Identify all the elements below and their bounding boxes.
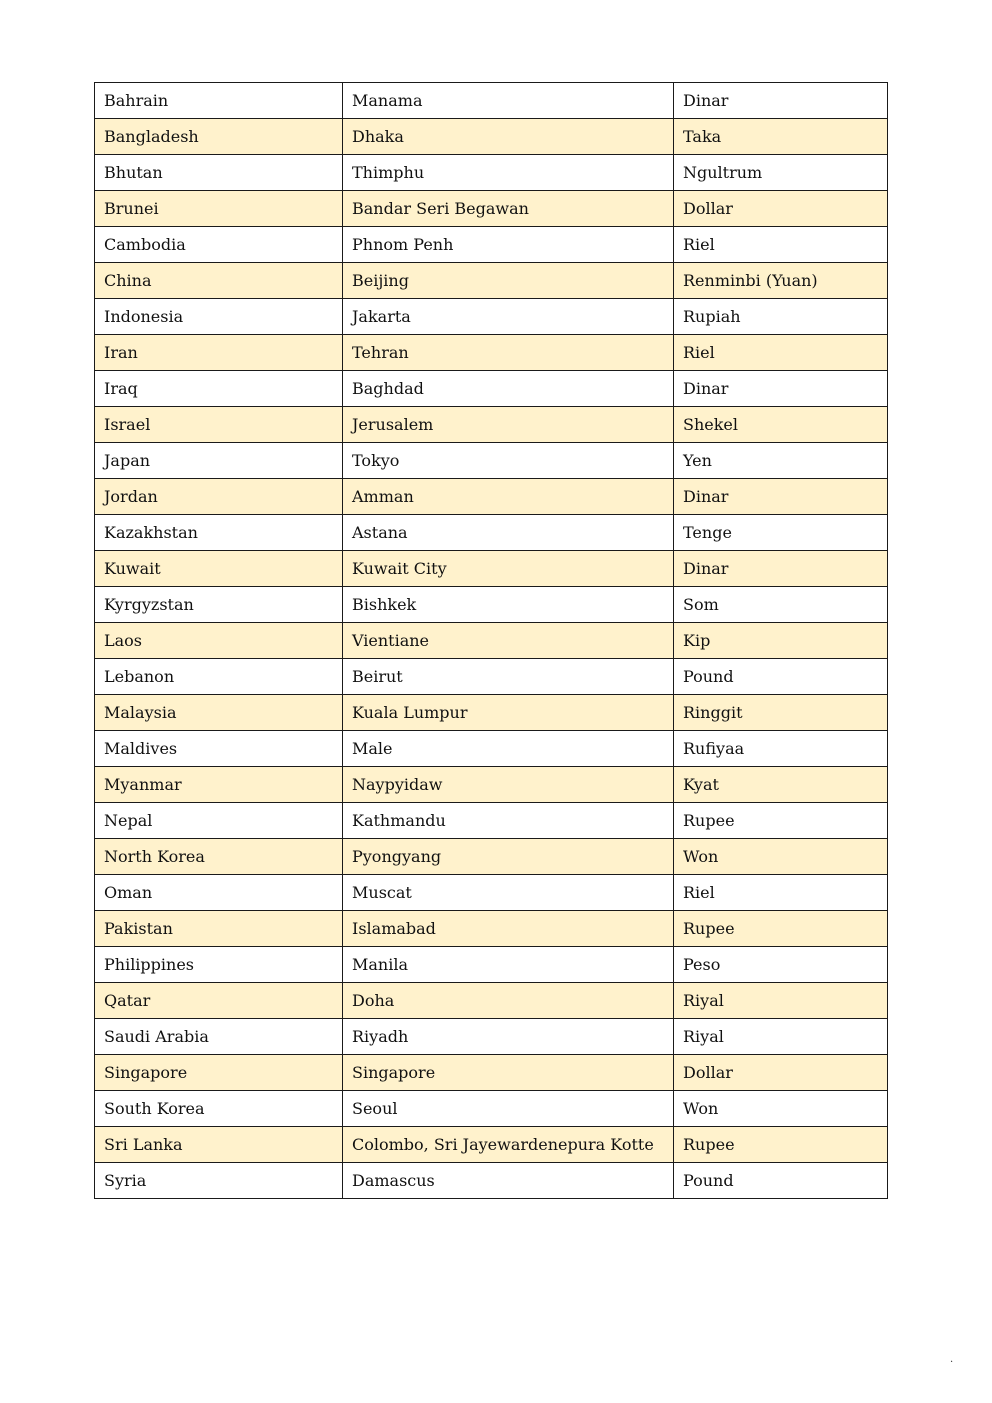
currency-cell: Dinar [674, 479, 888, 515]
country-cell: Japan [95, 443, 343, 479]
capital-cell: Colombo, Sri Jayewardenepura Kotte [343, 1127, 674, 1163]
capital-cell: Thimphu [343, 155, 674, 191]
table-row [95, 371, 888, 407]
table-row [95, 515, 888, 551]
table-row [95, 1163, 888, 1199]
table-row [95, 1019, 888, 1055]
capital-cell: Tehran [343, 335, 674, 371]
capital-cell: Astana [343, 515, 674, 551]
table-row [95, 839, 888, 875]
table-row [95, 155, 888, 191]
capital-cell: Damascus [343, 1163, 674, 1199]
capital-cell: Kathmandu [343, 803, 674, 839]
capital-cell: Dhaka [343, 119, 674, 155]
capital-cell: Beirut [343, 659, 674, 695]
currency-cell: Riyal [674, 1019, 888, 1055]
table-row [95, 1127, 888, 1163]
currency-cell: Ngultrum [674, 155, 888, 191]
capital-cell: Male [343, 731, 674, 767]
table-row [95, 263, 888, 299]
table-row [95, 299, 888, 335]
country-cell: Israel [95, 407, 343, 443]
country-cell: Lebanon [95, 659, 343, 695]
country-cell: Saudi Arabia [95, 1019, 343, 1055]
country-cell: Kazakhstan [95, 515, 343, 551]
country-cell: Bahrain [95, 83, 343, 119]
currency-cell: Dollar [674, 191, 888, 227]
table-row [95, 227, 888, 263]
country-cell: Jordan [95, 479, 343, 515]
currency-cell: Peso [674, 947, 888, 983]
capital-cell: Manama [343, 83, 674, 119]
table-row [95, 731, 888, 767]
capital-cell: Bandar Seri Begawan [343, 191, 674, 227]
country-table-container [94, 82, 887, 1199]
country-cell: Myanmar [95, 767, 343, 803]
currency-cell: Kip [674, 623, 888, 659]
country-cell: Nepal [95, 803, 343, 839]
country-cell: Cambodia [95, 227, 343, 263]
country-cell: Malaysia [95, 695, 343, 731]
table-row [95, 479, 888, 515]
country-cell: Singapore [95, 1055, 343, 1091]
country-cell: Indonesia [95, 299, 343, 335]
table-row [95, 947, 888, 983]
capital-cell: Jerusalem [343, 407, 674, 443]
country-cell: Kyrgyzstan [95, 587, 343, 623]
currency-cell: Pound [674, 1163, 888, 1199]
currency-cell: Riel [674, 335, 888, 371]
currency-cell: Rupee [674, 803, 888, 839]
currency-cell: Won [674, 839, 888, 875]
currency-cell: Riyal [674, 983, 888, 1019]
currency-cell: Tenge [674, 515, 888, 551]
country-cell: Oman [95, 875, 343, 911]
table-row [95, 407, 888, 443]
country-cell: Syria [95, 1163, 343, 1199]
currency-cell: Yen [674, 443, 888, 479]
country-cell: Pakistan [95, 911, 343, 947]
table-row [95, 119, 888, 155]
currency-cell: Kyat [674, 767, 888, 803]
footer-mark: . [950, 1354, 954, 1365]
table-row [95, 191, 888, 227]
capital-cell: Seoul [343, 1091, 674, 1127]
table-row [95, 911, 888, 947]
currency-cell: Rupee [674, 1127, 888, 1163]
capital-cell: Doha [343, 983, 674, 1019]
table-row [95, 335, 888, 371]
capital-cell: Islamabad [343, 911, 674, 947]
country-cell: Maldives [95, 731, 343, 767]
currency-cell: Taka [674, 119, 888, 155]
currency-cell: Dinar [674, 83, 888, 119]
capital-cell: Tokyo [343, 443, 674, 479]
currency-cell: Riel [674, 227, 888, 263]
currency-cell: Ringgit [674, 695, 888, 731]
table-row [95, 443, 888, 479]
table-row [95, 695, 888, 731]
capital-cell: Beijing [343, 263, 674, 299]
capital-cell: Manila [343, 947, 674, 983]
currency-cell: Som [674, 587, 888, 623]
currency-cell: Rupiah [674, 299, 888, 335]
country-cell: North Korea [95, 839, 343, 875]
capital-cell: Muscat [343, 875, 674, 911]
country-cell: Philippines [95, 947, 343, 983]
country-cell: Iraq [95, 371, 343, 407]
currency-cell: Won [674, 1091, 888, 1127]
table-row [95, 875, 888, 911]
table-row [95, 551, 888, 587]
currency-cell: Shekel [674, 407, 888, 443]
table-row [95, 83, 888, 119]
table-row [95, 623, 888, 659]
capital-cell: Jakarta [343, 299, 674, 335]
currency-cell: Dollar [674, 1055, 888, 1091]
capital-cell: Naypyidaw [343, 767, 674, 803]
capital-cell: Riyadh [343, 1019, 674, 1055]
capital-cell: Amman [343, 479, 674, 515]
country-capital-currency-table [94, 82, 888, 1199]
table-body [95, 83, 888, 1199]
country-cell: Sri Lanka [95, 1127, 343, 1163]
currency-cell: Renminbi (Yuan) [674, 263, 888, 299]
table-row [95, 1055, 888, 1091]
table-row [95, 1091, 888, 1127]
capital-cell: Bishkek [343, 587, 674, 623]
capital-cell: Pyongyang [343, 839, 674, 875]
country-cell: Bhutan [95, 155, 343, 191]
capital-cell: Singapore [343, 1055, 674, 1091]
country-cell: Qatar [95, 983, 343, 1019]
table-row [95, 587, 888, 623]
currency-cell: Pound [674, 659, 888, 695]
country-cell: Bangladesh [95, 119, 343, 155]
capital-cell: Phnom Penh [343, 227, 674, 263]
table-row [95, 983, 888, 1019]
country-cell: Kuwait [95, 551, 343, 587]
country-cell: Laos [95, 623, 343, 659]
country-cell: Iran [95, 335, 343, 371]
capital-cell: Baghdad [343, 371, 674, 407]
table-row [95, 767, 888, 803]
country-cell: Brunei [95, 191, 343, 227]
capital-cell: Kuwait City [343, 551, 674, 587]
currency-cell: Riel [674, 875, 888, 911]
table-row [95, 803, 888, 839]
capital-cell: Kuala Lumpur [343, 695, 674, 731]
currency-cell: Dinar [674, 371, 888, 407]
currency-cell: Rupee [674, 911, 888, 947]
currency-cell: Rufiyaa [674, 731, 888, 767]
currency-cell: Dinar [674, 551, 888, 587]
capital-cell: Vientiane [343, 623, 674, 659]
country-cell: China [95, 263, 343, 299]
table-row [95, 659, 888, 695]
country-cell: South Korea [95, 1091, 343, 1127]
